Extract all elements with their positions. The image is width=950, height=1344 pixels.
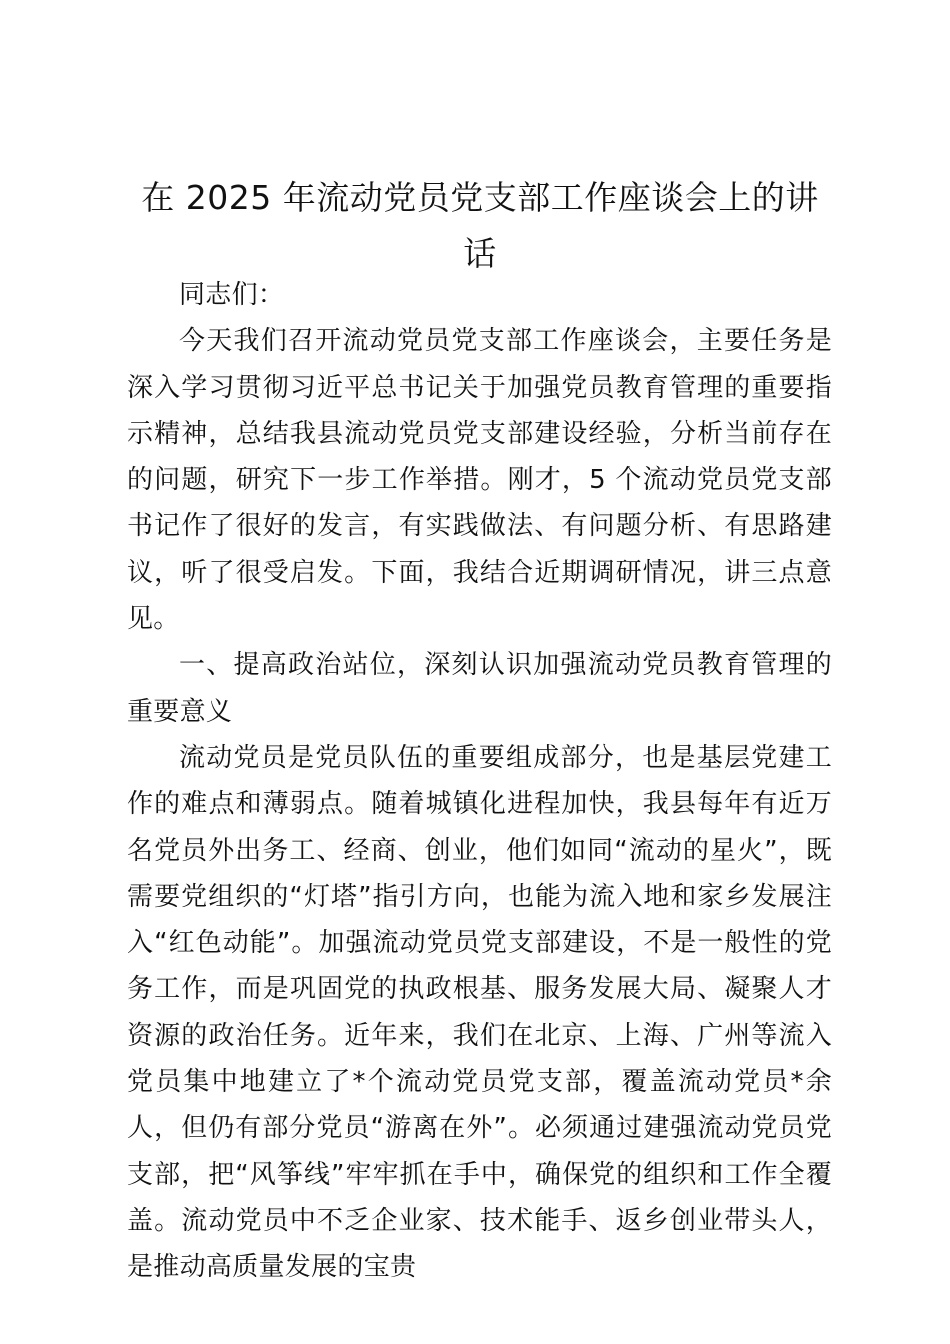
document-body <box>127 272 832 1291</box>
salutation: 同志们： <box>179 280 285 310</box>
paragraph-intro: 今天我们召开流动党员党支部工作座谈会，主要任务是深入学习贯彻习近平总书记关于加强党员教育管理的重要指示精神，总结我县流动党员党支部建设经验，分析当前存在的问题，研究下一步工作举措。刚才，5 个流动党员党支部书记作了很好的发言，有实践做法、有问题分析、有思路建议，听了很受启发。下面，我结合近期调研情况，讲三点意见。 <box>127 326 832 635</box>
document-title: 在 2025 年流动党员党支部工作座谈会上的讲话 <box>141 178 819 273</box>
paragraph-section-1: 流动党员是党员队伍的重要组成部分，也是基层党建工作的难点和薄弱点。随着城镇化进程加快，我县每年有近万名党员外出务工、经商、创业，他们如同“流动的星火”，既需要党组织的“灯塔”指引方向，也能为流入地和家乡发展注入“红色动能”。加强流动党员党支部建设，不是一般性的党务工作，而是巩固党的执政根基、服务发展大局、凝聚人才资源的政治任务。近年来，我们在北京、上海、广州等流入党员集中地建立了*个流动党员党支部，覆盖流动党员*余人，但仍有部分党员“游离在外”。必须通过建强流动党员党支部，把“风筝线”牢牢抓在手中，确保党的组织和工作全覆盖。流动党员中不乏企业家、技术能手、返乡创业带头人，是推动高质量发展的宝贵 <box>127 742 832 1283</box>
section-heading-1: 一、提高政治站位，深刻认识加强流动党员教育管理的重要意义 <box>127 650 832 727</box>
